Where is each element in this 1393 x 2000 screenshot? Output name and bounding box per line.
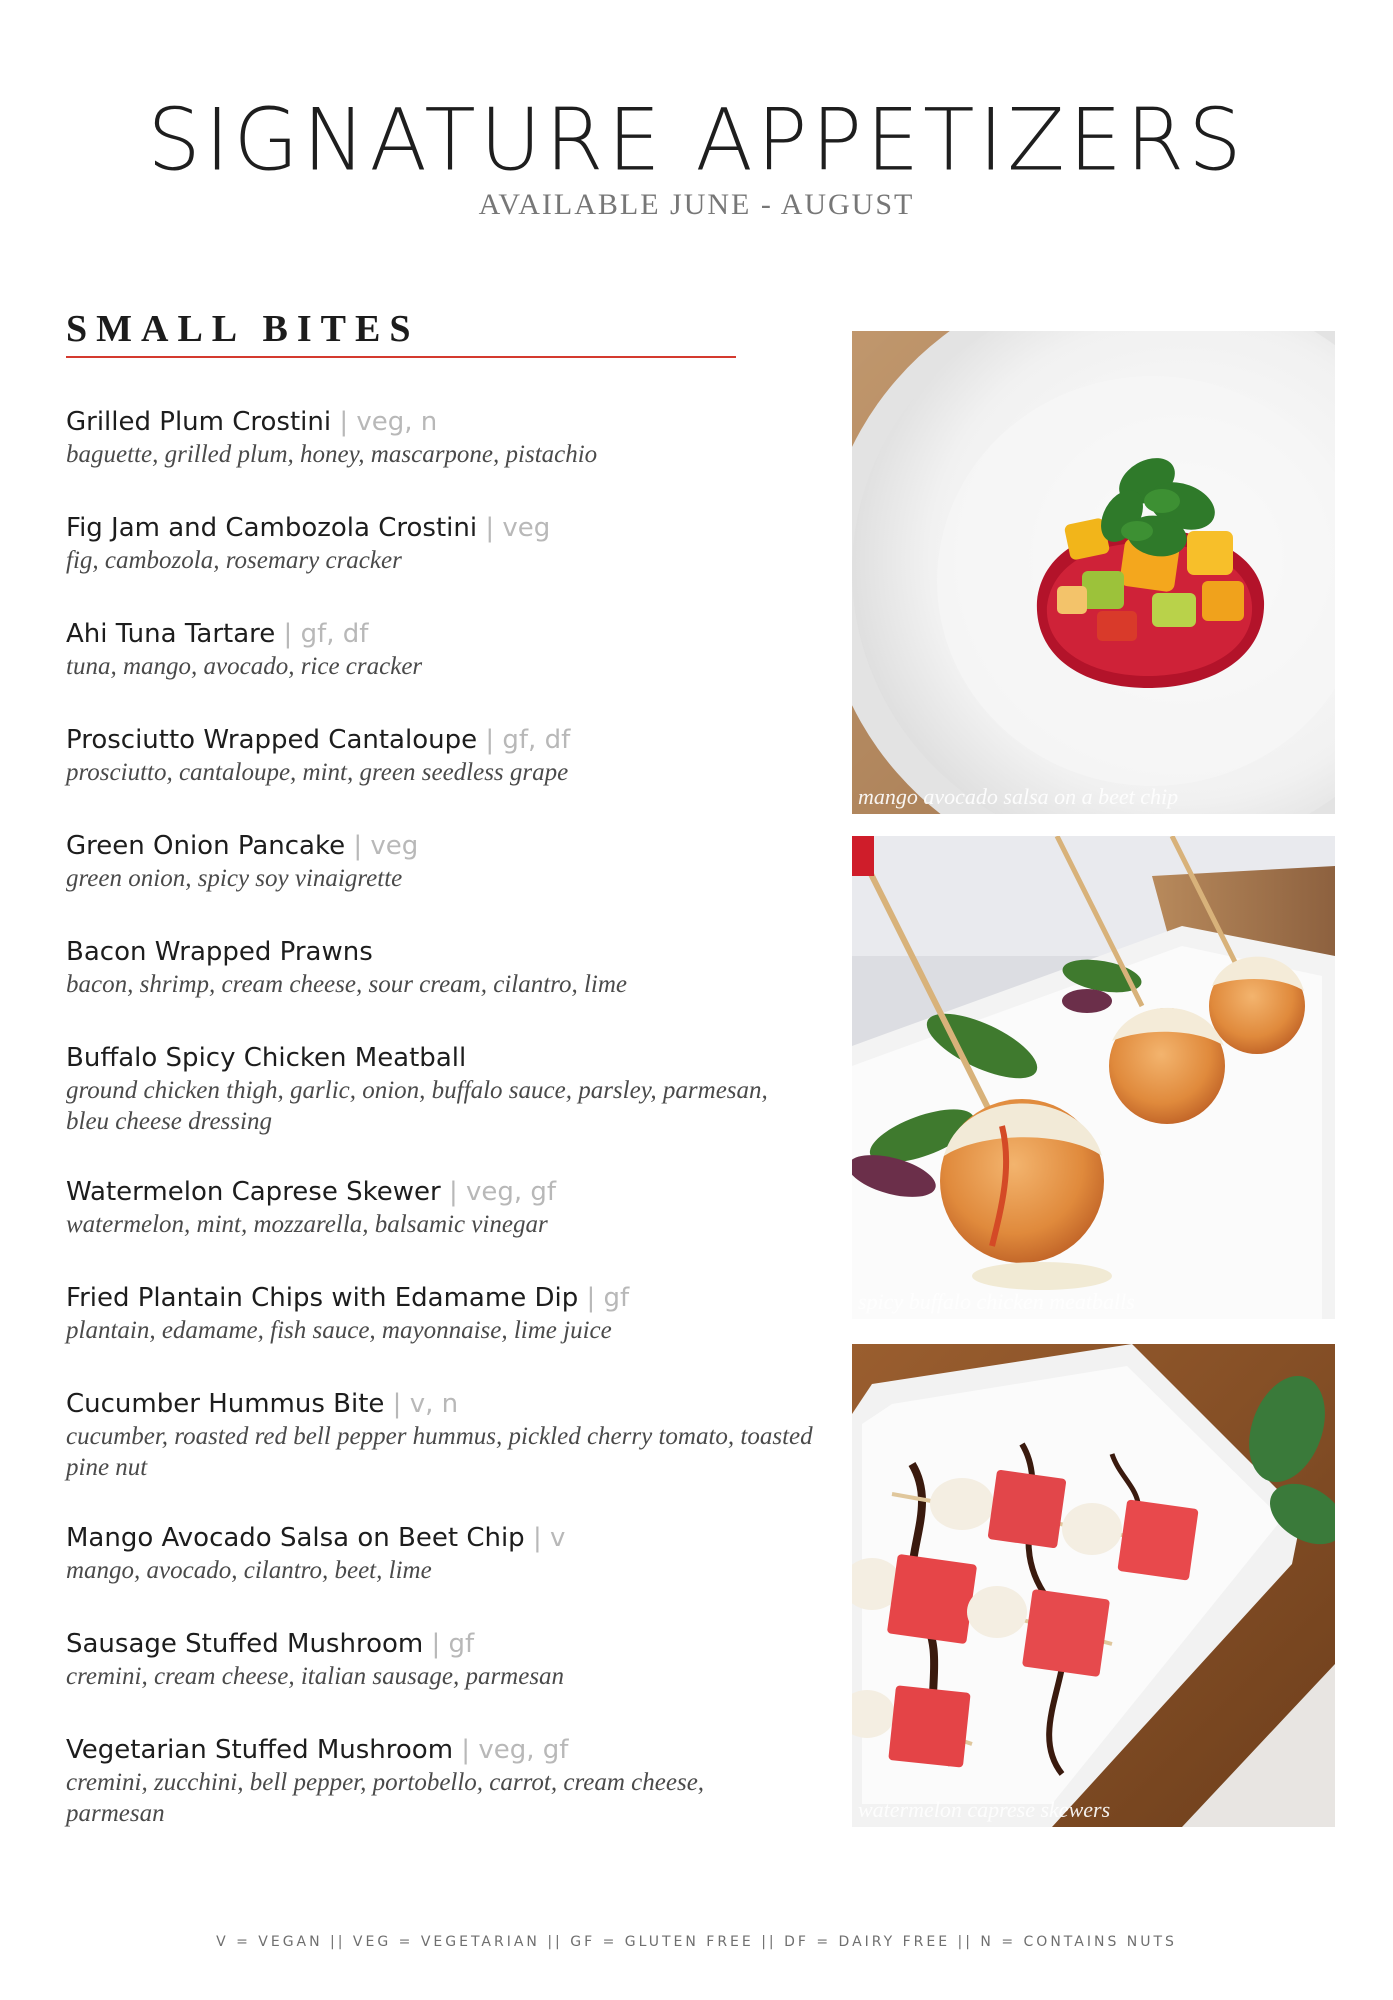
item-name: Sausage Stuffed Mushroom [66,1629,424,1659]
menu-item [66,1387,826,1483]
item-dietary-tags: | veg, gf [440,1177,557,1207]
item-dietary-tags: | v, n [384,1389,459,1419]
item-description: ground chicken thigh, garlic, onion, buffalo sauce, parsley, parmesan, bleu cheese dressing [66,1077,768,1135]
menu-item [66,1521,826,1586]
menu-item [66,617,826,682]
item-name: Vegetarian Stuffed Mushroom [66,1735,454,1765]
item-name: Buffalo Spicy Chicken Meatball [66,1043,467,1073]
item-name: Mango Avocado Salsa on Beet Chip [66,1523,525,1553]
photo-caption: watermelon caprese skewers [858,1797,1111,1822]
item-description: cucumber, roasted red bell pepper hummus, pickled cherry tomato, toasted pine nut [66,1423,813,1481]
item-description: watermelon, mint, mozzarella, balsamic vinegar [66,1211,548,1238]
photo-caption: mango avocado salsa on a beet chip [858,784,1179,809]
menu-item [66,511,826,576]
item-dietary-tags: | veg, n [331,407,438,437]
availability-subtitle: AVAILABLE JUNE - AUGUST [478,188,915,221]
menu-item [66,1733,826,1829]
watermelon-skewers-illustration [852,1344,1335,1827]
menu-item [66,723,826,788]
menu-item [66,829,826,894]
item-description: cremini, zucchini, bell pepper, portobello, carrot, cream cheese, parmesan [66,1769,705,1827]
dietary-legend: V = VEGAN || VEG = VEGETARIAN || GF = GLUTEN FREE || DF = DAIRY FREE || N = CONTAINS NUTS [216,1934,1177,1950]
item-dietary-tags: | v [524,1523,566,1553]
item-name: Watermelon Caprese Skewer [66,1177,441,1207]
item-dietary-tags: | gf [423,1629,475,1659]
menu-item [66,405,826,470]
item-dietary-tags: | veg [477,513,551,543]
item-description: baguette, grilled plum, honey, mascarpone, pistachio [66,441,598,468]
photo-chicken-meatballs [852,836,1335,1319]
menu-item [66,935,826,1000]
item-description: bacon, shrimp, cream cheese, sour cream, cilantro, lime [66,971,627,998]
photo-watermelon-skewers [852,1344,1335,1827]
menu-item [66,1627,826,1692]
item-name: Ahi Tuna Tartare [66,619,276,649]
item-description: green onion, spicy soy vinaigrette [66,865,403,892]
section-divider [66,356,736,358]
item-description: mango, avocado, cilantro, beet, lime [66,1557,432,1584]
section-title: SMALL BITES [66,308,420,350]
item-name: Bacon Wrapped Prawns [66,937,373,967]
menu-item [66,1041,826,1137]
item-name: Grilled Plum Crostini [66,407,332,437]
item-description: plantain, edamame, fish sauce, mayonnaise, lime juice [66,1317,612,1344]
menu-item [66,1175,826,1240]
menu-item [66,1281,826,1346]
item-dietary-tags: | gf [578,1283,630,1313]
item-dietary-tags: | veg [345,831,419,861]
item-name: Fried Plantain Chips with Edamame Dip [66,1283,579,1313]
item-dietary-tags: | gf, df [477,725,571,755]
item-name: Green Onion Pancake [66,831,346,861]
item-description: cremini, cream cheese, italian sausage, parmesan [66,1663,565,1690]
menu-header [0,90,1393,225]
item-name: Prosciutto Wrapped Cantaloupe [66,725,478,755]
item-dietary-tags: | veg, gf [453,1735,569,1765]
item-name: Fig Jam and Cambozola Crostini [66,513,478,543]
meatballs-illustration [852,836,1335,1319]
photo-mango-salsa [852,331,1335,814]
item-dietary-tags: | gf, df [275,619,369,649]
page-title: SIGNATURE APPETIZERS [147,90,1246,190]
item-description: fig, cambozola, rosemary cracker [66,547,402,574]
item-name: Cucumber Hummus Bite [66,1389,385,1419]
item-description: prosciutto, cantaloupe, mint, green seedless grape [66,759,569,786]
photo-caption: spicy buffalo chicken meatballs [858,1289,1135,1314]
mango-salsa-illustration [852,331,1335,814]
item-description: tuna, mango, avocado, rice cracker [66,653,423,680]
